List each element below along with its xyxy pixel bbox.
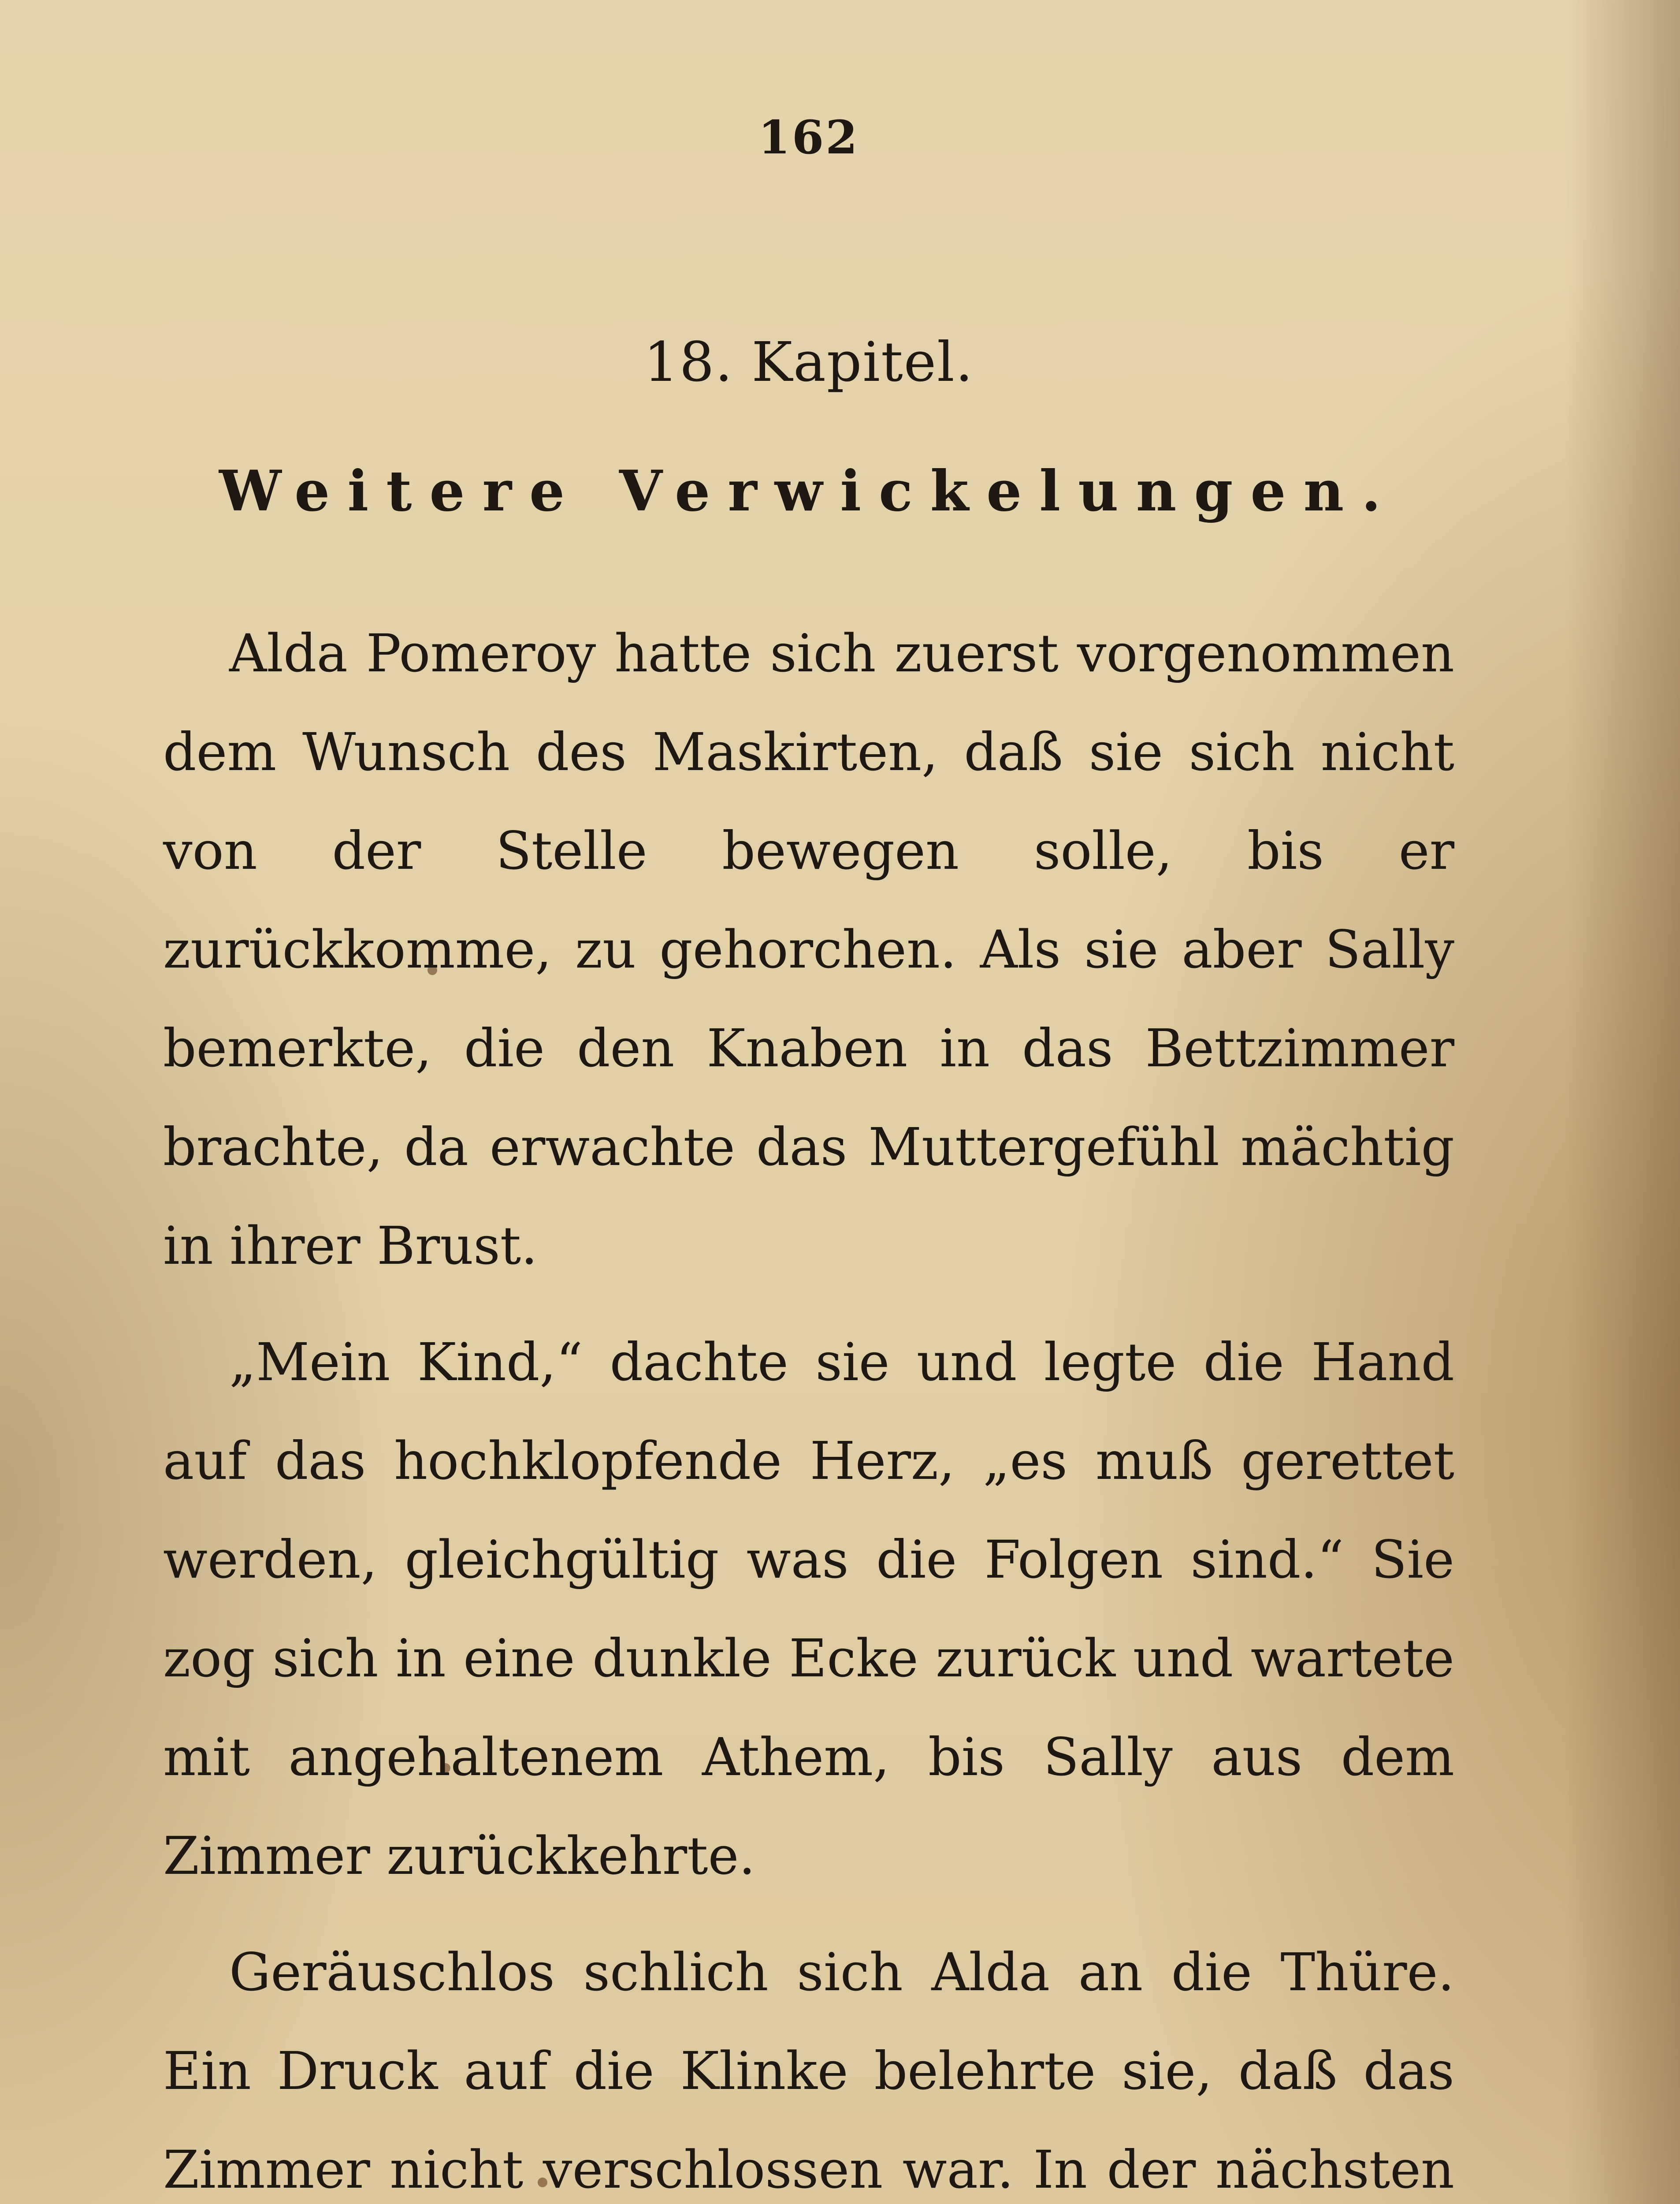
page-number: 162 — [758, 110, 859, 164]
paragraph: „Mein Kind,“ dachte sie und legte die Hand auf das hochklopfende Herz, „es muß gerettet werden, gleichgültig was die Folgen sind.“ Sie zog sich in eine dunkle Ecke zurück und wartete mit angehaltenem Athem, bis Sally aus dem Zimmer zurückkehrte. — [163, 1332, 1454, 1886]
chapter-label: 18. Kapitel. — [643, 331, 974, 394]
page-edge-shadow — [1565, 0, 1680, 2204]
chapter-title: Weitere Verwickelungen. — [219, 458, 1399, 524]
paragraph: Geräuschlos schlich sich Alda an die Thüre. Ein Druck auf die Klinke belehrte sie, daß das Zimmer nicht verschlossen war. In der nächsten — [163, 1942, 1454, 2200]
body-text — [163, 604, 1454, 2204]
paragraph: Alda Pomeroy hatte sich zuerst vorgenommen dem Wunsch des Maskirten, daß sie sich nicht von der Stelle bewegen solle, bis er zurückkomme, zu gehorchen. Als sie aber Sally bemerkte, die den Knaben in das Bettzimmer brachte, da erwachte das Muttergefühl mächtig in ihrer Brust. — [163, 623, 1454, 1276]
